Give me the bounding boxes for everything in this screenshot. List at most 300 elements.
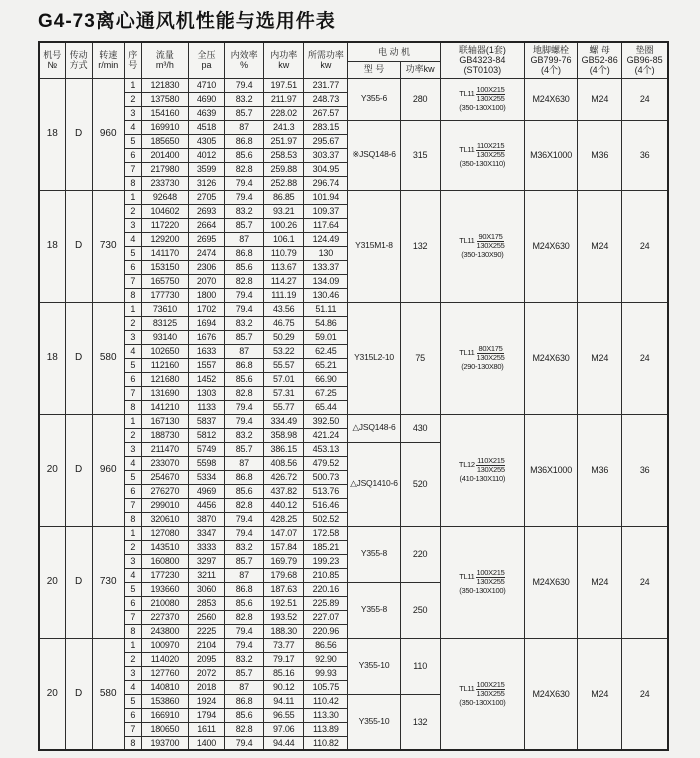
total-pressure-value: 1133 — [188, 400, 224, 414]
total-pressure-value: 4710 — [188, 78, 224, 92]
sequence-number: 8 — [124, 176, 141, 190]
sequence-number: 3 — [124, 218, 141, 232]
flow-rate-value: 299010 — [141, 498, 188, 512]
inner-power-value: 251.97 — [264, 134, 304, 148]
flow-rate-value: 166910 — [141, 708, 188, 722]
flow-rate-value: 177730 — [141, 288, 188, 302]
required-power-value: 110.82 — [304, 736, 348, 750]
total-pressure-value: 3870 — [188, 512, 224, 526]
inner-power-value: 197.51 — [264, 78, 304, 92]
spec-row — [39, 638, 668, 652]
required-power-value: 124.49 — [304, 232, 348, 246]
flow-rate-value: 114020 — [141, 652, 188, 666]
column-header-required-power: 所需功率 kw — [304, 42, 348, 78]
spec-row — [39, 414, 668, 428]
total-pressure-value: 1924 — [188, 694, 224, 708]
coupling-size-fraction — [476, 86, 506, 103]
required-power-value: 248.73 — [304, 92, 348, 106]
efficiency-value: 82.8 — [225, 274, 264, 288]
total-pressure-value: 2306 — [188, 260, 224, 274]
coupling-size-denominator: 130X255 — [476, 240, 505, 250]
inner-power-value: 211.97 — [264, 92, 304, 106]
required-power-value: 199.23 — [304, 554, 348, 568]
nut-value: M24 — [578, 302, 622, 414]
inner-power-value: 179.68 — [264, 568, 304, 582]
inner-power-value: 259.88 — [264, 162, 304, 176]
spec-row — [39, 78, 668, 92]
fan-number: 20 — [39, 526, 65, 638]
washer-value: 24 — [622, 526, 668, 638]
sequence-number: 6 — [124, 148, 141, 162]
total-pressure-value: 4305 — [188, 134, 224, 148]
sequence-number: 6 — [124, 372, 141, 386]
coupling-spec — [440, 302, 524, 414]
motor-power-value: 110 — [400, 638, 440, 694]
required-power-value: 117.64 — [304, 218, 348, 232]
inner-power-value: 100.26 — [264, 218, 304, 232]
nut-value: M24 — [578, 190, 622, 302]
sequence-number: 2 — [124, 204, 141, 218]
efficiency-value: 83.2 — [225, 92, 264, 106]
washer-value: 36 — [622, 414, 668, 526]
total-pressure-value: 2072 — [188, 666, 224, 680]
required-power-value: 392.50 — [304, 414, 348, 428]
flow-rate-value: 153150 — [141, 260, 188, 274]
coupling-size-denominator: 130X255 — [476, 149, 505, 159]
inner-power-value: 193.52 — [264, 610, 304, 624]
sequence-number: 8 — [124, 512, 141, 526]
coupling-note: (350-130X100) — [459, 585, 506, 595]
sequence-number: 4 — [124, 120, 141, 134]
inner-power-value: 106.1 — [264, 232, 304, 246]
efficiency-value: 87 — [225, 680, 264, 694]
coupling-size-denominator: 130X255 — [476, 688, 505, 698]
required-power-value: 231.77 — [304, 78, 348, 92]
anchor-bolt-value: M24X630 — [524, 302, 577, 414]
required-power-value: 210.85 — [304, 568, 348, 582]
column-header-motor: 电 动 机 — [348, 42, 440, 61]
flow-rate-value: 233070 — [141, 456, 188, 470]
inner-power-value: 50.29 — [264, 330, 304, 344]
required-power-value: 283.15 — [304, 120, 348, 134]
required-power-value: 303.37 — [304, 148, 348, 162]
coupling-model: TL11 — [459, 572, 475, 582]
sequence-number: 4 — [124, 344, 141, 358]
spec-row — [39, 120, 668, 134]
sequence-number: 3 — [124, 666, 141, 680]
rotation-speed: 580 — [92, 302, 124, 414]
flow-rate-value: 243800 — [141, 624, 188, 638]
flow-rate-value: 276270 — [141, 484, 188, 498]
motor-model-value: △JSQ1410-6 — [348, 442, 400, 526]
efficiency-value: 83.2 — [225, 316, 264, 330]
sequence-number: 5 — [124, 358, 141, 372]
inner-power-value: 187.63 — [264, 582, 304, 596]
drive-type: D — [65, 414, 92, 526]
sequence-number: 7 — [124, 498, 141, 512]
coupling-model: TL11 — [459, 683, 475, 693]
required-power-value: 113.89 — [304, 722, 348, 736]
column-header-drive: 传动 方式 — [65, 42, 92, 78]
motor-power-value: 250 — [400, 582, 440, 638]
efficiency-value: 87 — [225, 120, 264, 134]
coupling-size-denominator: 130X255 — [476, 93, 505, 103]
flow-rate-value: 127760 — [141, 666, 188, 680]
efficiency-value: 86.8 — [225, 694, 264, 708]
page-title: G4-73离心通风机性能与选用件表 — [38, 11, 336, 32]
drive-type: D — [65, 190, 92, 302]
column-header-pressure: 全压 pa — [188, 42, 224, 78]
efficiency-value: 79.4 — [225, 526, 264, 540]
inner-power-value: 188.30 — [264, 624, 304, 638]
flow-rate-value: 233730 — [141, 176, 188, 190]
required-power-value: 453.13 — [304, 442, 348, 456]
required-power-value: 66.90 — [304, 372, 348, 386]
coupling-size-fraction — [476, 457, 506, 474]
efficiency-value: 85.6 — [225, 260, 264, 274]
flow-rate-value: 141170 — [141, 246, 188, 260]
sequence-number: 5 — [124, 694, 141, 708]
sequence-number: 8 — [124, 400, 141, 414]
required-power-value: 502.52 — [304, 512, 348, 526]
coupling-spec — [440, 120, 524, 190]
flow-rate-value: 137580 — [141, 92, 188, 106]
required-power-value: 99.93 — [304, 666, 348, 680]
nut-value: M36 — [578, 414, 622, 526]
efficiency-value: 79.4 — [225, 190, 264, 204]
coupling-size-numerator: 100X215 — [476, 85, 505, 94]
coupling-line — [441, 233, 524, 250]
total-pressure-value: 1303 — [188, 386, 224, 400]
anchor-bolt-value: M36X1000 — [524, 414, 577, 526]
sequence-number: 1 — [124, 638, 141, 652]
column-header-washer: 垫圈 GB96-85 (4个) — [622, 42, 668, 78]
sequence-number: 8 — [124, 736, 141, 750]
required-power-value: 133.37 — [304, 260, 348, 274]
spec-row — [39, 302, 668, 316]
motor-power-value: 315 — [400, 120, 440, 190]
flow-rate-value: 188730 — [141, 428, 188, 442]
total-pressure-value: 3347 — [188, 526, 224, 540]
coupling-model: TL11 — [459, 89, 475, 99]
sequence-number: 6 — [124, 260, 141, 274]
coupling-size-numerator: 110X215 — [476, 141, 505, 150]
total-pressure-value: 2853 — [188, 596, 224, 610]
required-power-value: 113.30 — [304, 708, 348, 722]
efficiency-value: 86.8 — [225, 358, 264, 372]
required-power-value: 54.86 — [304, 316, 348, 330]
anchor-bolt-value: M36X1000 — [524, 120, 577, 190]
inner-power-value: 79.17 — [264, 652, 304, 666]
drive-type: D — [65, 526, 92, 638]
total-pressure-value: 2104 — [188, 638, 224, 652]
fan-number: 18 — [39, 78, 65, 190]
total-pressure-value: 1611 — [188, 722, 224, 736]
efficiency-value: 87 — [225, 344, 264, 358]
flow-rate-value: 180650 — [141, 722, 188, 736]
efficiency-value: 85.7 — [225, 554, 264, 568]
washer-value: 36 — [622, 120, 668, 190]
total-pressure-value: 4690 — [188, 92, 224, 106]
total-pressure-value: 4969 — [188, 484, 224, 498]
flow-rate-value: 127080 — [141, 526, 188, 540]
coupling-spec — [440, 414, 524, 526]
flow-rate-value: 117220 — [141, 218, 188, 232]
efficiency-value: 85.7 — [225, 442, 264, 456]
total-pressure-value: 4518 — [188, 120, 224, 134]
rotation-speed: 580 — [92, 638, 124, 750]
coupling-note: (350-130X90) — [461, 249, 504, 259]
flow-rate-value: 201400 — [141, 148, 188, 162]
required-power-value: 105.75 — [304, 680, 348, 694]
efficiency-value: 79.4 — [225, 78, 264, 92]
motor-power-value: 280 — [400, 78, 440, 120]
nut-value: M24 — [578, 526, 622, 638]
flow-rate-value: 141210 — [141, 400, 188, 414]
efficiency-value: 87 — [225, 456, 264, 470]
required-power-value: 62.45 — [304, 344, 348, 358]
coupling-size-fraction — [476, 233, 506, 250]
column-header-motor-power: 功率kw — [400, 61, 440, 78]
required-power-value: 110.42 — [304, 694, 348, 708]
inner-power-value: 111.19 — [264, 288, 304, 302]
column-header-efficiency: 内效率 % — [225, 42, 264, 78]
total-pressure-value: 5812 — [188, 428, 224, 442]
coupling-model: TL11 — [459, 348, 475, 358]
motor-model-value: △JSQ148-6 — [348, 414, 400, 442]
sequence-number: 2 — [124, 540, 141, 554]
rotation-speed: 730 — [92, 190, 124, 302]
required-power-value: 109.37 — [304, 204, 348, 218]
sequence-number: 2 — [124, 316, 141, 330]
inner-power-value: 97.06 — [264, 722, 304, 736]
sequence-number: 8 — [124, 288, 141, 302]
flow-rate-value: 167130 — [141, 414, 188, 428]
sequence-number: 5 — [124, 246, 141, 260]
motor-model-value: Y315M1-8 — [348, 190, 400, 302]
coupling-size-fraction — [476, 142, 506, 159]
table-header — [39, 42, 668, 78]
efficiency-value: 86.8 — [225, 246, 264, 260]
total-pressure-value: 3060 — [188, 582, 224, 596]
coupling-size-denominator: 130X255 — [476, 352, 505, 362]
efficiency-value: 82.8 — [225, 498, 264, 512]
inner-power-value: 437.82 — [264, 484, 304, 498]
efficiency-value: 85.7 — [225, 106, 264, 120]
total-pressure-value: 4456 — [188, 498, 224, 512]
efficiency-value: 86.8 — [225, 582, 264, 596]
total-pressure-value: 2474 — [188, 246, 224, 260]
required-power-value: 500.73 — [304, 470, 348, 484]
sequence-number: 1 — [124, 190, 141, 204]
efficiency-value: 82.8 — [225, 610, 264, 624]
coupling-spec — [440, 78, 524, 120]
sequence-number: 5 — [124, 134, 141, 148]
coupling-line — [441, 569, 524, 586]
total-pressure-value: 3297 — [188, 554, 224, 568]
total-pressure-value: 1452 — [188, 372, 224, 386]
column-header-motor-model: 型 号 — [348, 61, 400, 78]
efficiency-value: 87 — [225, 232, 264, 246]
inner-power-value: 46.75 — [264, 316, 304, 330]
sequence-number: 7 — [124, 274, 141, 288]
fan-number: 18 — [39, 190, 65, 302]
required-power-value: 67.25 — [304, 386, 348, 400]
sequence-number: 2 — [124, 428, 141, 442]
sequence-number: 7 — [124, 386, 141, 400]
motor-model-value: Y355-8 — [348, 582, 400, 638]
efficiency-value: 79.4 — [225, 176, 264, 190]
sequence-number: 4 — [124, 456, 141, 470]
total-pressure-value: 2695 — [188, 232, 224, 246]
coupling-model: TL11 — [459, 236, 475, 246]
efficiency-value: 83.2 — [225, 540, 264, 554]
flow-rate-value: 121680 — [141, 372, 188, 386]
coupling-spec — [440, 526, 524, 638]
coupling-size-fraction — [476, 569, 506, 586]
required-power-value: 101.94 — [304, 190, 348, 204]
flow-rate-value: 83125 — [141, 316, 188, 330]
total-pressure-value: 1800 — [188, 288, 224, 302]
coupling-line — [441, 345, 524, 362]
total-pressure-value: 3211 — [188, 568, 224, 582]
flow-rate-value: 211470 — [141, 442, 188, 456]
flow-rate-value: 73610 — [141, 302, 188, 316]
inner-power-value: 57.31 — [264, 386, 304, 400]
sequence-number: 3 — [124, 442, 141, 456]
required-power-value: 513.76 — [304, 484, 348, 498]
motor-model-value: Y355-10 — [348, 694, 400, 750]
required-power-value: 130 — [304, 246, 348, 260]
flow-rate-value: 169910 — [141, 120, 188, 134]
fan-number: 20 — [39, 638, 65, 750]
inner-power-value: 408.56 — [264, 456, 304, 470]
sequence-number: 1 — [124, 414, 141, 428]
required-power-value: 304.95 — [304, 162, 348, 176]
inner-power-value: 241.3 — [264, 120, 304, 134]
inner-power-value: 73.77 — [264, 638, 304, 652]
coupling-line — [441, 457, 524, 474]
inner-power-value: 94.11 — [264, 694, 304, 708]
inner-power-value: 258.53 — [264, 148, 304, 162]
flow-rate-value: 102650 — [141, 344, 188, 358]
motor-model-value: Y355-6 — [348, 78, 400, 120]
inner-power-value: 85.16 — [264, 666, 304, 680]
coupling-size-denominator: 130X255 — [476, 464, 505, 474]
flow-rate-value: 165750 — [141, 274, 188, 288]
sequence-number: 2 — [124, 652, 141, 666]
coupling-line — [441, 681, 524, 698]
spec-row — [39, 190, 668, 204]
inner-power-value: 426.72 — [264, 470, 304, 484]
required-power-value: 172.58 — [304, 526, 348, 540]
coupling-note: (350-130X100) — [459, 697, 506, 707]
flow-rate-value: 131690 — [141, 386, 188, 400]
total-pressure-value: 2095 — [188, 652, 224, 666]
total-pressure-value: 1794 — [188, 708, 224, 722]
efficiency-value: 79.4 — [225, 624, 264, 638]
total-pressure-value: 1400 — [188, 736, 224, 750]
coupling-model: TL11 — [459, 145, 475, 155]
sequence-number: 7 — [124, 162, 141, 176]
nut-value: M24 — [578, 638, 622, 750]
inner-power-value: 428.25 — [264, 512, 304, 526]
spec-row — [39, 526, 668, 540]
required-power-value: 220.96 — [304, 624, 348, 638]
inner-power-value: 43.56 — [264, 302, 304, 316]
motor-power-value: 132 — [400, 190, 440, 302]
flow-rate-value: 160800 — [141, 554, 188, 568]
flow-rate-value: 154160 — [141, 106, 188, 120]
table-body — [39, 78, 668, 750]
efficiency-value: 82.8 — [225, 162, 264, 176]
total-pressure-value: 1694 — [188, 316, 224, 330]
efficiency-value: 85.6 — [225, 148, 264, 162]
coupling-note: (350-130X110) — [459, 158, 506, 168]
total-pressure-value: 4639 — [188, 106, 224, 120]
anchor-bolt-value: M24X630 — [524, 78, 577, 120]
washer-value: 24 — [622, 190, 668, 302]
motor-model-value: ※JSQ148-6 — [348, 120, 400, 190]
total-pressure-value: 2070 — [188, 274, 224, 288]
flow-rate-value: 93140 — [141, 330, 188, 344]
efficiency-value: 79.4 — [225, 400, 264, 414]
flow-rate-value: 217980 — [141, 162, 188, 176]
washer-value: 24 — [622, 78, 668, 120]
total-pressure-value: 2693 — [188, 204, 224, 218]
nut-value: M36 — [578, 120, 622, 190]
inner-power-value: 358.98 — [264, 428, 304, 442]
coupling-size-fraction — [476, 345, 506, 362]
drive-type: D — [65, 302, 92, 414]
inner-power-value: 334.49 — [264, 414, 304, 428]
sequence-number: 6 — [124, 708, 141, 722]
efficiency-value: 79.4 — [225, 638, 264, 652]
efficiency-value: 83.2 — [225, 652, 264, 666]
required-power-value: 295.67 — [304, 134, 348, 148]
required-power-value: 51.11 — [304, 302, 348, 316]
flow-rate-value: 129200 — [141, 232, 188, 246]
sequence-number: 4 — [124, 232, 141, 246]
required-power-value: 65.21 — [304, 358, 348, 372]
inner-power-value: 252.88 — [264, 176, 304, 190]
fan-number: 20 — [39, 414, 65, 526]
total-pressure-value: 2560 — [188, 610, 224, 624]
coupling-note: (350-130X100) — [459, 102, 506, 112]
efficiency-value: 85.6 — [225, 708, 264, 722]
flow-rate-value: 227370 — [141, 610, 188, 624]
total-pressure-value: 5749 — [188, 442, 224, 456]
rotation-speed: 730 — [92, 526, 124, 638]
sequence-number: 7 — [124, 722, 141, 736]
motor-power-value: 220 — [400, 526, 440, 582]
flow-rate-value: 92648 — [141, 190, 188, 204]
motor-power-value: 132 — [400, 694, 440, 750]
efficiency-value: 83.2 — [225, 204, 264, 218]
required-power-value: 296.74 — [304, 176, 348, 190]
coupling-note: (410-130X110) — [459, 473, 506, 483]
required-power-value: 86.56 — [304, 638, 348, 652]
flow-rate-value: 193660 — [141, 582, 188, 596]
flow-rate-value: 153860 — [141, 694, 188, 708]
flow-rate-value: 177230 — [141, 568, 188, 582]
required-power-value: 65.44 — [304, 400, 348, 414]
column-header-nut: 螺 母 GB52-86 (4个) — [578, 42, 622, 78]
efficiency-value: 79.4 — [225, 302, 264, 316]
fan-spec-table — [38, 41, 669, 751]
efficiency-value: 79.4 — [225, 288, 264, 302]
efficiency-value: 79.4 — [225, 736, 264, 750]
